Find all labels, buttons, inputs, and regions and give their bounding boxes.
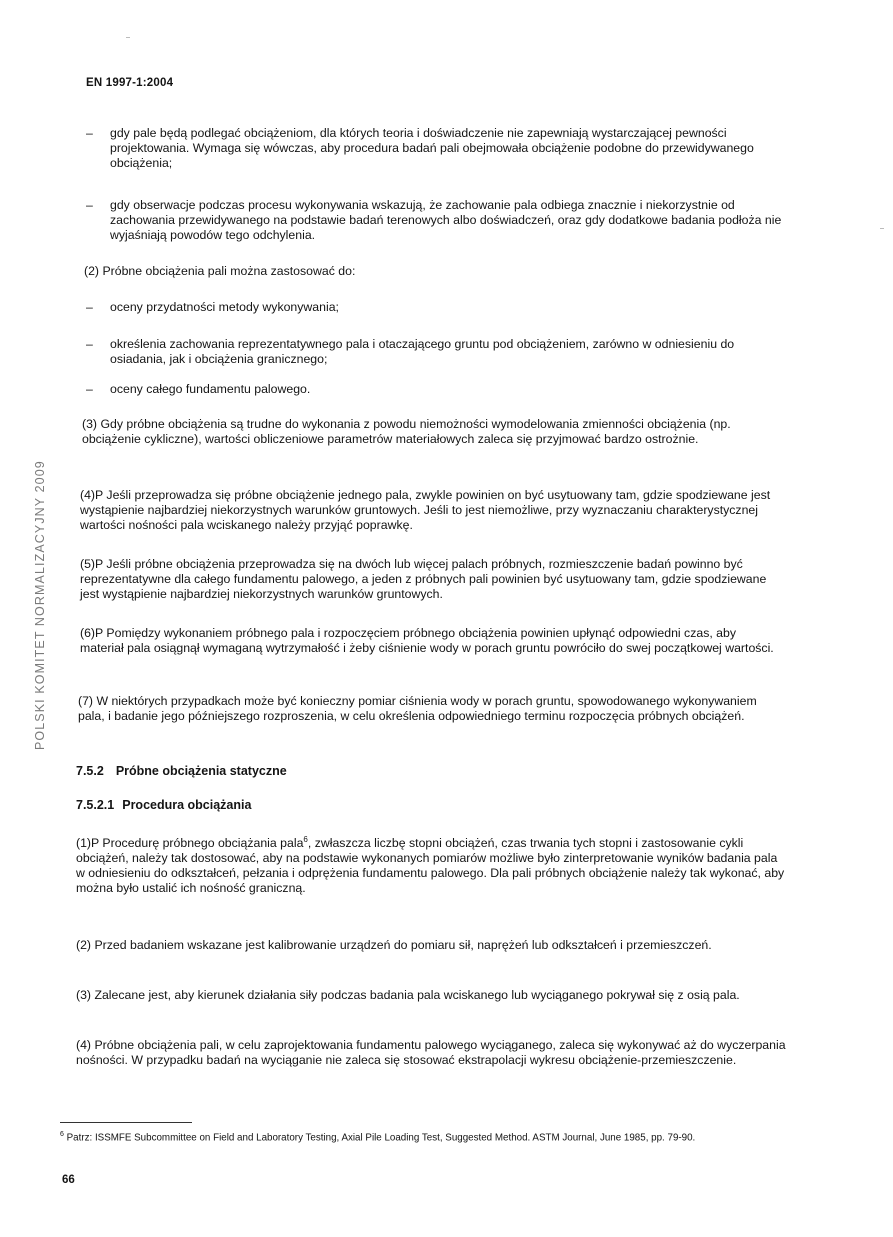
dash-bullet: – <box>86 382 93 396</box>
dash-bullet: – <box>86 126 93 140</box>
scan-speck <box>880 228 884 229</box>
paragraph <box>84 264 796 279</box>
paragraph-text: (3) Gdy próbne obciążenia są trudne do wykonania z powodu niemożności wymodelowania zmienności obciążenia (np. obciążenie cykliczne), wartości obliczeniowe parametrów materiałowych zaleca się przyjmować bardzo ostrożnie. <box>82 417 731 446</box>
subsection-title: Procedura obciążania <box>122 798 252 812</box>
footnote-reference: 6 <box>303 835 308 844</box>
paragraph-text: (4) Próbne obciążenia pali, w celu zaprojektowania fundamentu palowego wyciąganego, zaleca się wykonywać aż do wyczerpania nośności. W przypadku badań na wyciąganie nie zaleca się stosować ekstrapolacji wykresu obciążenie-przemieszczenie. <box>76 1038 786 1067</box>
paragraph-text: (7) W niektórych przypadkach może być konieczny pomiar ciśnienia wody w porach gruntu, spowodowanego wykonywaniem pala, i badanie jego późniejszego rozproszenia, w celu określenia odpowiedniego terminu rozpoczęcia próbnych obciążeń. <box>78 694 757 723</box>
section-number: 7.5.2 <box>76 764 104 778</box>
paragraph-text <box>76 832 786 896</box>
paragraph-text: (5)P Jeśli próbne obciążenia przeprowadza się na dwóch lub więcej palach próbnych, rozmieszczenie badań powinno być reprezentatywne dla całego fundamentu palowego, a jeden z próbnych pali powinien być usytuowany tam, gdzie spodziewane jest wystąpienie najbardziej niekorzystnych warunków gruntowych. <box>80 557 767 601</box>
paragraph <box>76 938 788 953</box>
paragraph <box>80 488 782 533</box>
dash-bullet: – <box>86 337 93 351</box>
section-title: Próbne obciążenia statyczne <box>115 764 287 778</box>
footnote-divider <box>60 1122 192 1123</box>
list-item-text: oceny całego fundamentu palowego. <box>110 382 311 396</box>
paragraph-text-end: , zwłaszcza liczbę stopni obciążeń, czas trwania tych stopni i zastosowanie cykli obciążeń, należy tak dostosować, aby na podstawie wykonanych pomiarów możliwe było zinterpretowanie wyników badania pala w odniesieniu do odkształceń, pełzania i odprężenia fundamentu palowego. Dla pali próbnych obciążenie należy tak wykonać, aby można było ustalić ich nośność graniczną. <box>76 836 785 896</box>
paragraph <box>76 832 786 896</box>
section-heading <box>76 764 287 778</box>
dash-bullet: – <box>86 198 93 212</box>
footnote-mark: 6 <box>60 1131 64 1138</box>
list-item-text: gdy obserwacje podczas procesu wykonywania wskazują, że zachowanie pala odbiega znacznie i niekorzystnie od zachowania przewidywanego na podstawie badań terenowych albo doświadczeń, oraz gdy dodatkowe badania podłoża nie wyjaśniają powodów tego odchylenia. <box>110 198 782 242</box>
dash-bullet: – <box>86 300 93 314</box>
paragraph-text: (3) Zalecane jest, aby kierunek działania siły podczas badania pala wciskanego lub wyciąganego pokrywał się z osią pala. <box>76 988 740 1002</box>
list-item-text: oceny przydatności metody wykonywania; <box>110 300 339 314</box>
paragraph <box>80 557 782 602</box>
paragraph-text-start: (1)P Procedurę próbnego obciążania pala <box>76 836 304 851</box>
paragraph-text: (2) Przed badaniem wskazane jest kalibrowanie urządzeń do pomiaru sił, naprężeń lub odkształceń i przemieszczeń. <box>76 938 712 952</box>
scan-speck <box>126 37 130 38</box>
standard-code-header: EN 1997-1:2004 <box>86 77 174 89</box>
footnote <box>60 1129 780 1144</box>
subsection-heading <box>76 798 251 812</box>
list-item-text: określenia zachowania reprezentatywnego pala i otaczającego gruntu pod obciążeniem, zarówno w odniesieniu do osiadania, jak i obciążenia granicznego; <box>110 337 735 366</box>
side-watermark-text: POLSKI KOMITET NORMALIZACYJNY 2009 <box>33 460 47 750</box>
paragraph <box>76 988 788 1003</box>
paragraph <box>76 1038 788 1068</box>
paragraph <box>80 626 782 656</box>
subsection-number: 7.5.2.1 <box>76 798 115 812</box>
paragraph <box>78 694 782 724</box>
paragraph-text: (6)P Pomiędzy wykonaniem próbnego pala i rozpoczęciem próbnego obciążenia powinien upłynąć odpowiedni czas, aby materiał pala osiągnął wymaganą wytrzymałość i żeby ciśnienie wody w porach gruntu powróciło do swej początkowej wartości. <box>80 626 774 655</box>
paragraph <box>82 417 782 447</box>
paragraph-text: (4)P Jeśli przeprowadza się próbne obciążenie jednego pala, zwykle powinien on być usytuowany tam, gdzie spodziewane jest wystąpienie najbardziej niekorzystnych warunków gruntowych. Jeśli to jest niemożliwe, przy wyznaczaniu charakterystycznej wartości nośności pala wciskanego należy przyjąć poprawkę. <box>80 488 771 532</box>
page-number: 66 <box>62 1174 75 1186</box>
footnote-text: Patrz: ISSMFE Subcommittee on Field and Laboratory Testing, Axial Pile Loading Test, Suggested Method. ASTM Journal, June 1985, pp. 79-90. <box>66 1132 696 1144</box>
paragraph-text: (2) Próbne obciążenia pali można zastosować do: <box>84 264 356 278</box>
list-item-text: gdy pale będą podlegać obciążeniom, dla których teoria i doświadczenie nie zapewniają wystarczającej pewności projektowania. Wymaga się wówczas, aby procedura badań pali obejmowała obciążenie podobne do przewidywanego obciążenia; <box>110 126 754 170</box>
